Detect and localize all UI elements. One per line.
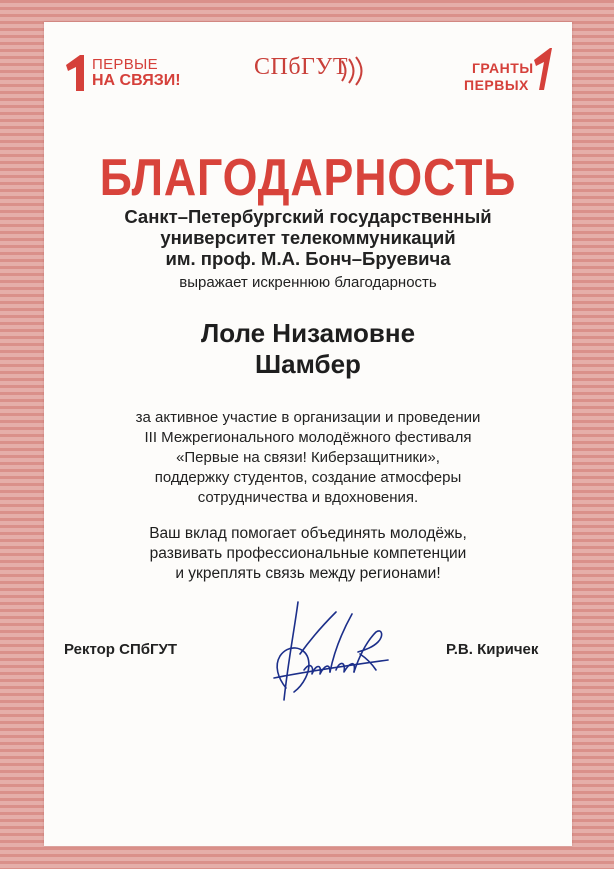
reason-line: поддержку студентов, создание атмосферы [154, 469, 462, 486]
granty-pervyh-logo [442, 46, 572, 96]
closing-line: развивать профессиональные компетенции [149, 545, 467, 562]
university-line: им. проф. М.А. Бонч–Бруевича [165, 248, 451, 269]
recipient-name [44, 318, 572, 380]
logo-right-line1: ГРАНТЫ [472, 60, 534, 76]
handwritten-signature [264, 592, 394, 712]
logo-slash-mark-icon [532, 46, 554, 92]
recipient-line: Лоле Низамовне [200, 318, 416, 348]
certificate-title: БЛАГОДАРНОСТЬ [99, 149, 517, 207]
recipient-line: Шамбер [255, 349, 361, 379]
closing-line: Ваш вклад помогает объединять молодёжь, [149, 525, 467, 542]
closing-statement [44, 524, 572, 584]
university-line: университет телекоммуникаций [160, 227, 456, 248]
reason-line: III Межрегионального молодёжного фестиваля [144, 429, 472, 446]
spbgut-logo-text: СПбГУТ [254, 54, 349, 80]
university-name [44, 206, 572, 269]
closing-line: и укреплять связь между регионами! [175, 565, 441, 582]
expresses-gratitude-text: выражает искреннюю благодарность [179, 274, 437, 291]
signatory-role: Ректор СПбГУТ [64, 641, 177, 658]
logo-right-line2: ПЕРВЫХ [464, 77, 529, 93]
signatory-name: Р.В. Киричек [446, 641, 539, 658]
gratitude-reason [44, 408, 572, 508]
signal-waves-icon [338, 56, 378, 86]
reason-line: за активное участие в организации и проведении [135, 409, 481, 426]
reason-line: «Первые на связи! Киберзащитники», [176, 449, 440, 466]
logo-left-line1: ПЕРВЫЕ [92, 56, 158, 73]
logo-number-one-icon [62, 53, 88, 93]
university-line: Санкт–Петербургский государственный [124, 206, 492, 227]
spbgut-logo [242, 54, 392, 86]
pervye-na-svyazi-logo [62, 50, 202, 98]
logo-left-line2: НА СВЯЗИ! [92, 72, 181, 89]
certificate-card [44, 22, 572, 846]
reason-line: сотрудничества и вдохновения. [197, 489, 419, 506]
